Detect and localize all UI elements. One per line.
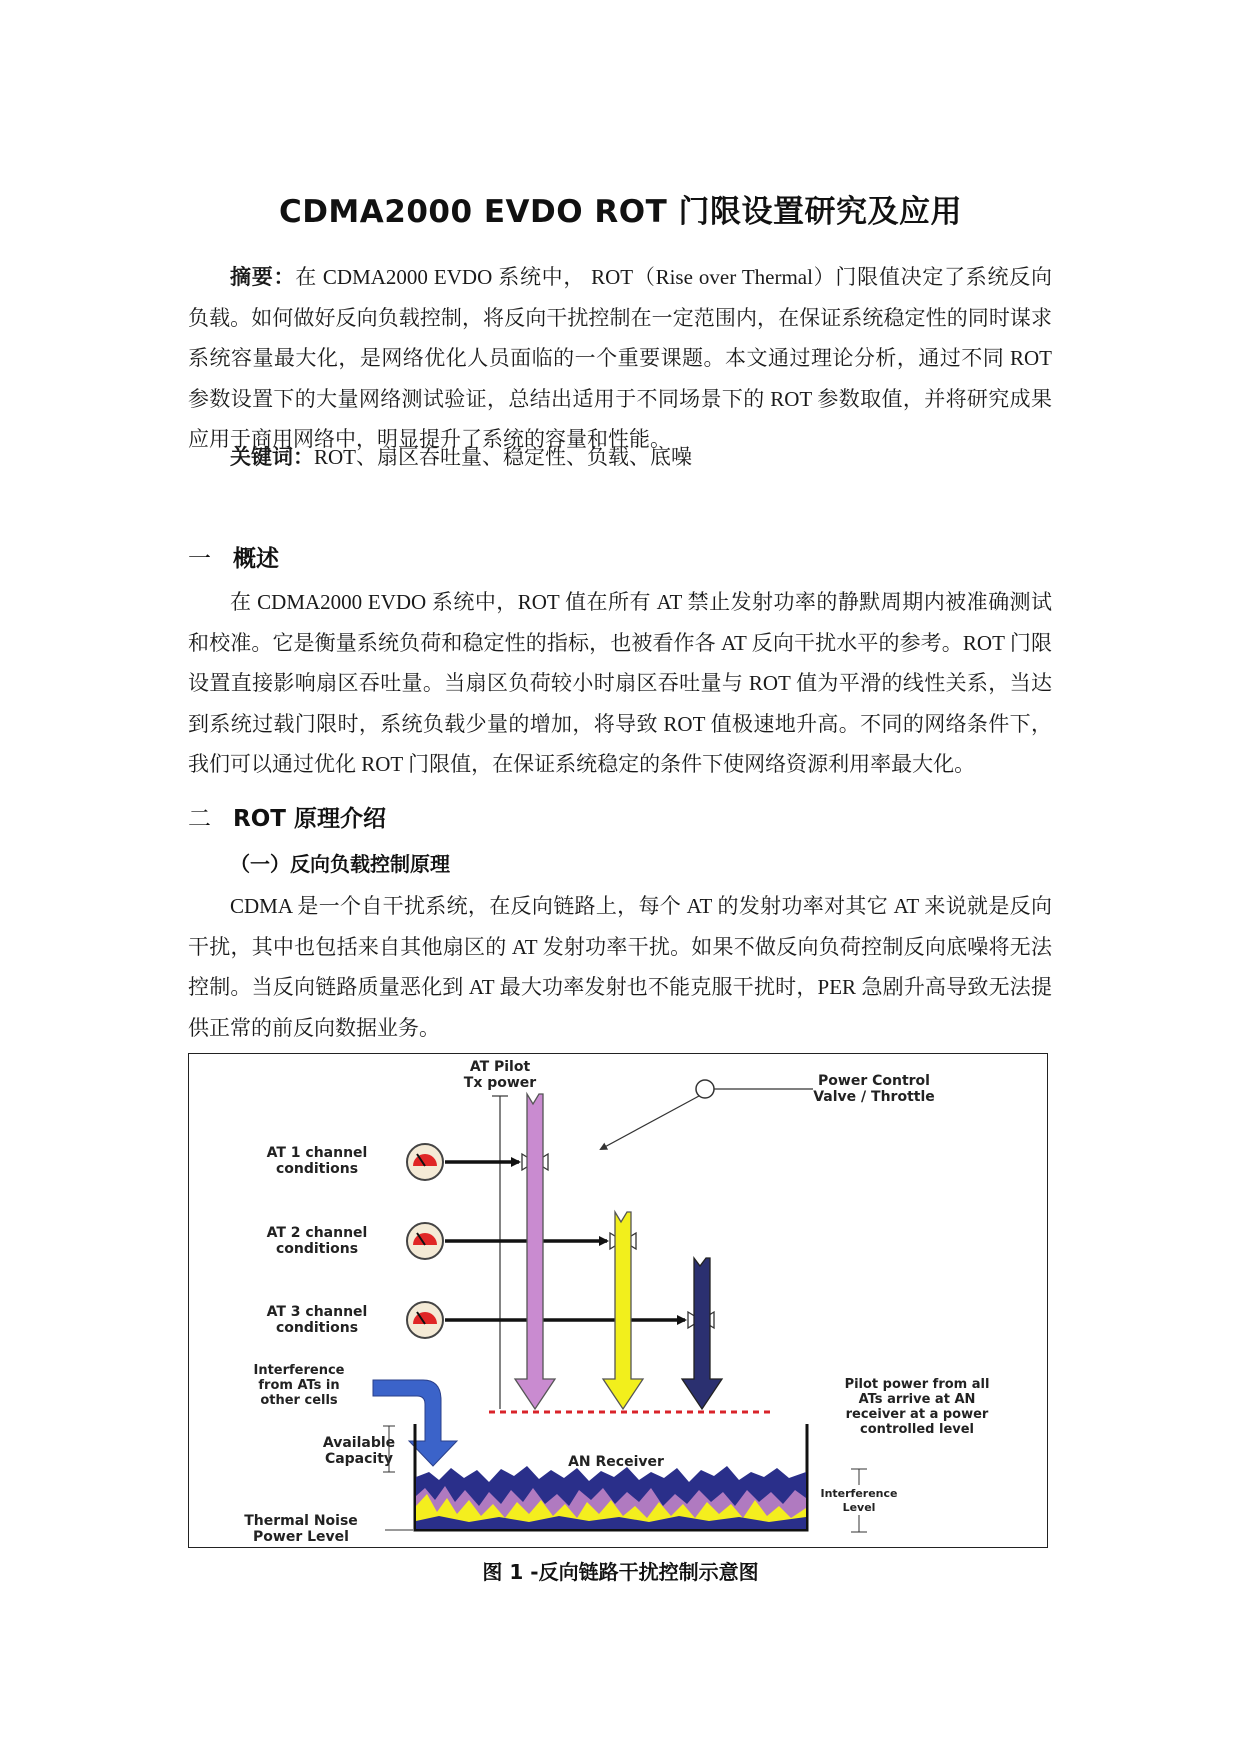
available-capacity-label-1: Available bbox=[322, 1435, 396, 1451]
at2-label-1: AT 2 channel bbox=[266, 1225, 368, 1241]
paper-title: CDMA2000 EVDO ROT 门限设置研究及应用 bbox=[278, 194, 963, 230]
pilot-power-label-3: receiver at a power bbox=[845, 1407, 989, 1422]
at1-label-2: conditions bbox=[275, 1161, 359, 1177]
section-1-heading bbox=[188, 540, 279, 573]
thermal-noise-label-1: Thermal Noise bbox=[244, 1513, 358, 1529]
an-receiver-label: AN Receiver bbox=[568, 1454, 664, 1470]
at3-label-2: conditions bbox=[275, 1320, 359, 1336]
at3-power-arrow bbox=[682, 1258, 722, 1409]
at1-power-arrow bbox=[515, 1094, 555, 1409]
section-1-number: 一 bbox=[188, 546, 211, 572]
section-2-title: ROT 原理介绍 bbox=[233, 806, 386, 832]
reverse-link-figure bbox=[188, 1053, 1048, 1548]
pilot-power-label-4: controlled level bbox=[859, 1422, 975, 1437]
at2-label-2: conditions bbox=[275, 1241, 359, 1257]
at2-gauge-icon bbox=[407, 1223, 443, 1259]
interference-label-3: other cells bbox=[260, 1393, 338, 1408]
subsection-heading: （一）反向负载控制原理 bbox=[230, 852, 450, 876]
interference-level-label-2: Level bbox=[842, 1501, 876, 1514]
abstract-paragraph bbox=[188, 257, 1052, 460]
at3-gauge-icon bbox=[407, 1302, 443, 1338]
power-control-label-2: Valve / Throttle bbox=[813, 1089, 935, 1105]
interference-label-2: from ATs in bbox=[258, 1378, 340, 1393]
figure-diagram bbox=[189, 1054, 1049, 1549]
noise-layers bbox=[416, 1466, 806, 1529]
section-2-heading bbox=[188, 800, 386, 833]
keywords-label: 关键词： bbox=[230, 445, 314, 469]
at-pilot-label-1: AT Pilot bbox=[469, 1059, 531, 1075]
at-pilot-label-2: Tx power bbox=[463, 1075, 537, 1091]
power-control-label-1: Power Control bbox=[818, 1073, 930, 1089]
section-1-paragraph: 在 CDMA2000 EVDO 系统中，ROT 值在所有 AT 禁止发射功率的静默周期内被准确测试和校准。它是衡量系统负荷和稳定性的指标，也被看作各 AT 反向干扰水平的参考。ROT 门限设置直接影响扇区吞吐量。当扇区负荷较小时扇区吞吐量与 ROT 值为平滑的线性关系，当达到系统过载门限时，系统负载少量的增加，将导致 ROT 值极速地升高。不同的网络条件下，我们可以通过优化 ROT 门限值，在保证系统稳定的条件下使网络资源利用率最大化。 bbox=[188, 590, 1052, 776]
at3-label-1: AT 3 channel bbox=[266, 1304, 368, 1320]
keywords-paragraph bbox=[188, 437, 1052, 478]
keywords-text: ROT、扇区吞吐量、稳定性、负载、底噪 bbox=[314, 445, 692, 469]
available-capacity-label-2: Capacity bbox=[324, 1451, 394, 1467]
at1-label-1: AT 1 channel bbox=[266, 1145, 368, 1161]
thermal-noise-label-2: Power Level bbox=[253, 1529, 349, 1545]
section-2-number: 二 bbox=[188, 806, 211, 832]
pilot-power-label-2: ATs arrive at AN bbox=[858, 1392, 976, 1407]
abstract-text: 在 CDMA2000 EVDO 系统中， ROT（Rise over Thermal）门限值决定了系统反向负载。如何做好反向负载控制，将反向干扰控制在一定范围内，在保证系统稳定性的同时谋求系统容量最大化，是网络优化人员面临的一个重要课题。本文通过理论分析，通过不同 ROT 参数设置下的大量网络测试验证，总结出适用于不同场景下的 ROT 参数取值，并将研究成果应用于商用网络中，明显提升了系统的容量和性能。 bbox=[188, 265, 1053, 451]
interference-label-1: Interference bbox=[253, 1363, 345, 1378]
pilot-power-label-1: Pilot power from all bbox=[844, 1377, 990, 1392]
pointer-circle bbox=[696, 1080, 714, 1098]
section-1-title: 概述 bbox=[233, 546, 279, 572]
at1-gauge-icon bbox=[407, 1144, 443, 1180]
interference-level-label-1: Interference bbox=[820, 1487, 898, 1500]
subsection-paragraph: CDMA 是一个自干扰系统，在反向链路上，每个 AT 的发射功率对其它 AT 来说就是反向干扰，其中也包括来自其他扇区的 AT 发射功率干扰。如果不做反向负荷控制反向底噪将无法控制。当反向链路质量恶化到 AT 最大功率发射也不能克服干扰时，PER 急剧升高导致无法提供正常的前反向数据业务。 bbox=[188, 894, 1052, 1040]
figure-caption: 图 1 -反向链路干扰控制示意图 bbox=[482, 1560, 759, 1584]
abstract-label: 摘要： bbox=[230, 265, 296, 289]
at2-power-arrow bbox=[603, 1212, 643, 1409]
pointer-arrow bbox=[601, 1096, 699, 1149]
